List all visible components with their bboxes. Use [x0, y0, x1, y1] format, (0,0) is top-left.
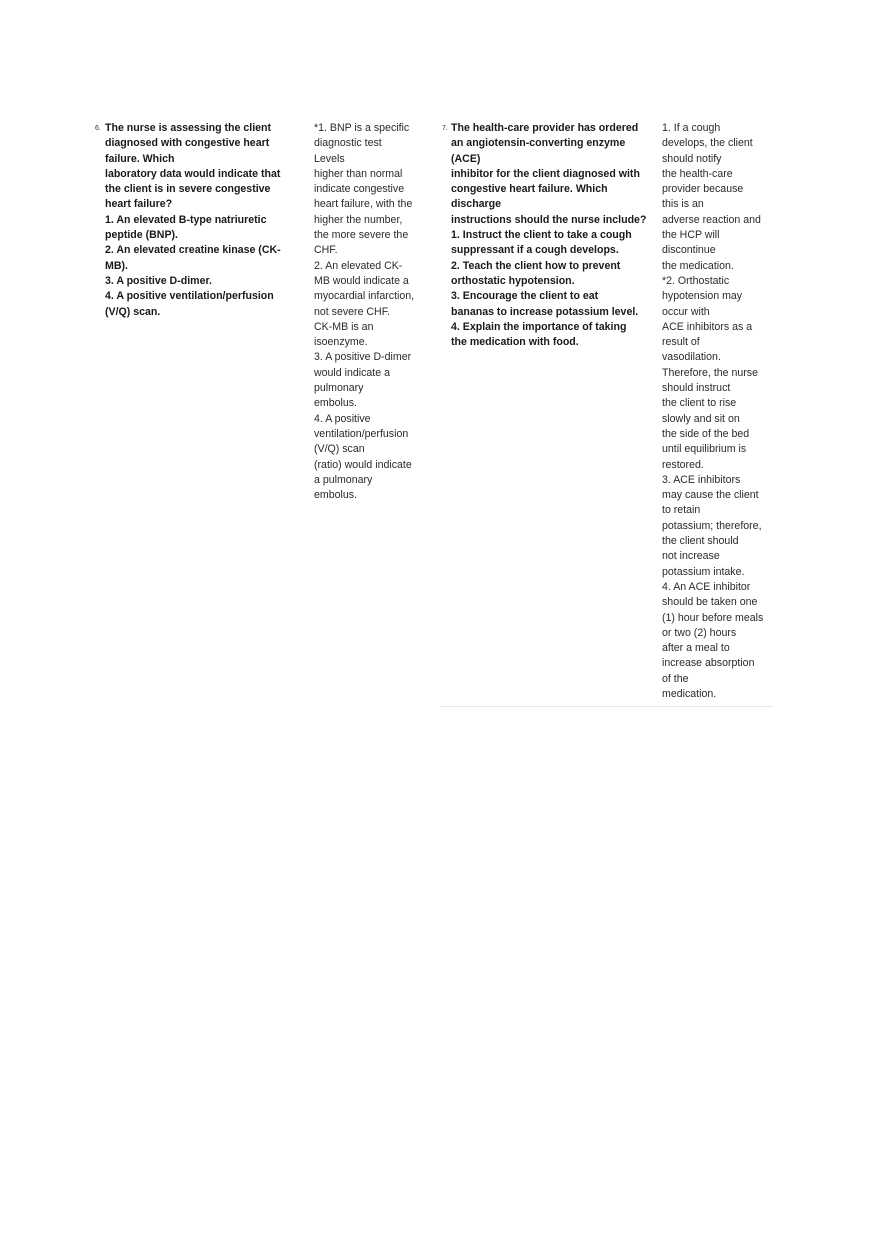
rationale-line: not increase [662, 550, 720, 563]
rationale-line: embolus. [314, 397, 357, 410]
rationale-line: until equilibrium is [662, 443, 747, 456]
rationale-line: develops, the client [662, 137, 753, 150]
rationale-line: discontinue [662, 244, 716, 257]
question-line: The nurse is assessing the client [105, 122, 272, 134]
rationale-line: adverse reaction and [662, 213, 761, 226]
rationale-line: or two (2) hours [662, 626, 737, 639]
rationale-line: (V/Q) scan [314, 443, 365, 456]
rationale-line: should instruct [662, 382, 731, 395]
question-line: The health-care provider has ordered [451, 122, 639, 134]
rationale-line: indicate congestive [314, 183, 405, 196]
question-line: orthostatic hypotension. [451, 274, 575, 287]
question-line: MB). [105, 259, 128, 272]
rationale-line: isoenzyme. [314, 336, 368, 349]
question-line: 4. Explain the importance of taking [451, 320, 627, 333]
question-7-number: 7. [442, 125, 448, 132]
question-7-text [451, 121, 655, 350]
rationale-line: CK-MB is an [314, 320, 374, 333]
rationale-line: medication. [662, 687, 717, 700]
rationale-line: CHF. [314, 244, 338, 257]
question-line: laboratory data would indicate that [105, 167, 281, 180]
question-line: 3. Encourage the client to eat [451, 290, 599, 303]
question-line: the medication with food. [451, 336, 579, 349]
question-line: inhibitor for the client diagnosed with [451, 167, 640, 180]
rationale-line: ACE inhibitors as a [662, 320, 753, 333]
rationale-line: higher the number, [314, 213, 403, 226]
question-line: diagnosed with congestive heart [105, 137, 270, 150]
question-line: 1. Instruct the client to take a cough [451, 229, 632, 242]
question-line: 2. Teach the client how to prevent [451, 259, 621, 272]
rationale-line: 4. A positive [314, 412, 371, 425]
rationale-line: 4. An ACE inhibitor [662, 580, 751, 593]
question-6-rationale [314, 121, 432, 503]
rationale-line: hypotension may [662, 290, 743, 303]
rationale-line: slowly and sit on [662, 412, 740, 425]
rationale-line: not severe CHF. [314, 305, 390, 318]
rationale-line: potassium intake. [662, 565, 745, 578]
rationale-line: Levels [314, 152, 345, 165]
question-line: 1. An elevated B-type natriuretic [105, 213, 267, 226]
rationale-line: after a meal to [662, 642, 730, 655]
question-line: an angiotensin-converting enzyme [451, 137, 626, 150]
rationale-line: pulmonary [314, 382, 364, 395]
rationale-line: to retain [662, 504, 701, 517]
rationale-line: a pulmonary [314, 473, 373, 486]
rationale-line: (ratio) would indicate [314, 458, 412, 471]
rationale-line: *1. BNP is a specific [314, 122, 410, 134]
rationale-line: 3. A positive D-dimer [314, 351, 412, 364]
rationale-line: should be taken one [662, 596, 758, 609]
rationale-line: the client to rise [662, 397, 737, 410]
rationale-line: the more severe the [314, 229, 409, 242]
rationale-line: may cause the client [662, 489, 759, 502]
rationale-line: the side of the bed [662, 427, 750, 440]
rationale-line: the health-care [662, 167, 733, 180]
question-7-rationale [662, 121, 774, 702]
rationale-line: MB would indicate a [314, 274, 409, 287]
question-line: instructions should the nurse include? [451, 213, 647, 226]
question-line: heart failure? [105, 198, 173, 211]
question-line: 4. A positive ventilation/perfusion [105, 290, 274, 303]
rationale-line: Therefore, the nurse [662, 366, 758, 379]
rationale-line: of the [662, 672, 689, 685]
table-bottom-divider [440, 706, 773, 707]
rationale-line: restored. [662, 458, 704, 471]
question-line: (ACE) [451, 152, 481, 165]
question-line: discharge [451, 198, 502, 211]
rationale-line: the client should [662, 535, 739, 548]
question-line: 3. A positive D-dimer. [105, 274, 212, 287]
rationale-line: embolus. [314, 489, 357, 502]
rationale-line: the medication. [662, 259, 734, 272]
question-line: the client is in severe congestive [105, 183, 271, 196]
rationale-line: heart failure, with the [314, 198, 413, 211]
question-line: failure. Which [105, 152, 175, 165]
rationale-line: potassium; therefore, [662, 519, 762, 532]
rationale-line: this is an [662, 198, 704, 211]
question-line: suppressant if a cough develops. [451, 244, 619, 257]
rationale-line: vasodilation. [662, 351, 721, 364]
question-line: congestive heart failure. Which [451, 183, 608, 196]
rationale-line: should notify [662, 152, 722, 165]
rationale-line: occur with [662, 305, 710, 318]
rationale-line: ventilation/perfusion [314, 427, 409, 440]
rationale-line: would indicate a [314, 366, 390, 379]
question-line: bananas to increase potassium level. [451, 305, 639, 318]
rationale-line: myocardial infarction, [314, 290, 415, 303]
question-6-text [105, 121, 305, 320]
question-line: (V/Q) scan. [105, 305, 161, 318]
rationale-line: (1) hour before meals [662, 611, 764, 624]
question-line: 2. An elevated creatine kinase (CK- [105, 244, 281, 257]
rationale-line: increase absorption [662, 657, 755, 670]
rationale-line: result of [662, 336, 700, 349]
rationale-line: 3. ACE inhibitors [662, 473, 741, 486]
rationale-line: 2. An elevated CK- [314, 259, 403, 272]
rationale-line: diagnostic test [314, 137, 382, 150]
rationale-line: provider because [662, 183, 744, 196]
question-6-number: 6. [95, 125, 101, 132]
rationale-line: higher than normal [314, 167, 403, 180]
rationale-line: the HCP will [662, 229, 720, 242]
rationale-line: 1. If a cough [662, 122, 721, 134]
rationale-line: *2. Orthostatic [662, 274, 730, 287]
question-line: peptide (BNP). [105, 229, 178, 242]
